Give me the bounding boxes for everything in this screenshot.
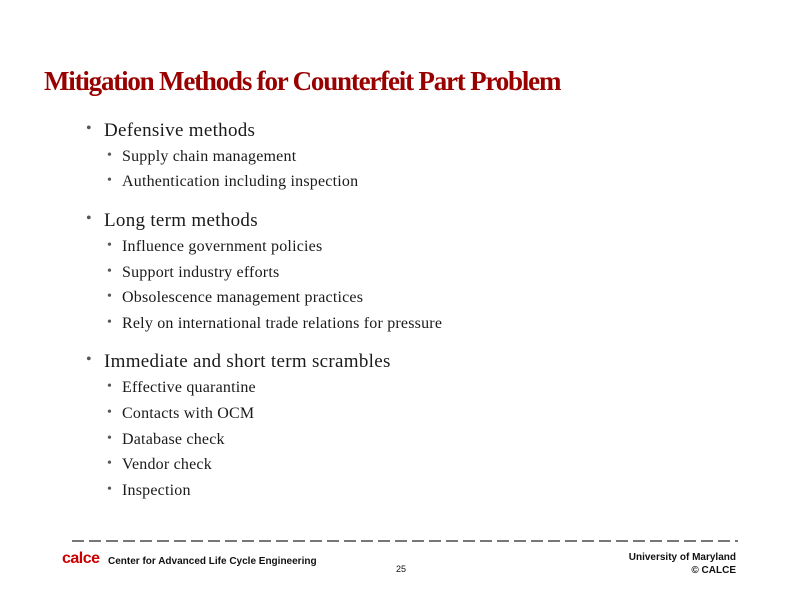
bullet-icon: • [107, 238, 113, 253]
bullet-heading-defensive [86, 120, 256, 142]
bullet-icon: • [107, 379, 113, 394]
bullet-text: Rely on international trade relations for pressure [122, 315, 443, 332]
sub-bullet [107, 148, 297, 166]
slide-title: Mitigation Methods for Counterfeit Part Problem [44, 66, 561, 96]
bullet-heading-long-term [86, 210, 258, 232]
bullet-heading-immediate [86, 351, 391, 373]
sub-bullet [107, 431, 225, 449]
bullet-icon: • [107, 405, 113, 420]
bullet-icon: • [86, 120, 92, 137]
sub-bullet [107, 456, 212, 474]
bullet-text: Contacts with OCM [122, 405, 255, 422]
bullet-icon: • [107, 431, 113, 446]
bullet-icon: • [86, 210, 92, 227]
bullet-icon: • [86, 351, 92, 368]
bullet-text: Support industry efforts [122, 264, 280, 281]
sub-bullet [107, 482, 191, 500]
sub-bullet [107, 315, 443, 333]
bullet-text: Database check [122, 431, 225, 448]
bullet-text: Influence government policies [122, 238, 323, 255]
bullet-text: Effective quarantine [122, 379, 256, 396]
footer-university-block [629, 551, 736, 577]
copyright: © CALCE [691, 565, 736, 576]
bullet-icon: • [107, 264, 113, 279]
sub-bullet [107, 379, 256, 397]
bullet-icon: • [107, 289, 113, 304]
bullet-text: Defensive methods [104, 120, 256, 141]
bullet-text: Immediate and short term scrambles [104, 351, 391, 372]
bullet-icon: • [107, 173, 113, 188]
bullet-text: Vendor check [122, 456, 212, 473]
bullet-icon: • [107, 456, 113, 471]
sub-bullet [107, 264, 280, 282]
sub-bullet [107, 238, 323, 256]
bullet-icon: • [107, 482, 113, 497]
university-name: University of Maryland [628, 552, 736, 563]
calce-logo: calce [62, 550, 100, 567]
bullet-text: Supply chain management [122, 148, 297, 165]
footer-divider [72, 540, 738, 542]
bullet-text: Obsolescence management practices [122, 289, 364, 306]
bullet-icon: • [107, 315, 113, 330]
bullet-text: Authentication including inspection [122, 173, 359, 190]
sub-bullet [107, 405, 255, 423]
page-number: 25 [396, 564, 407, 574]
sub-bullet [107, 173, 359, 191]
bullet-text: Inspection [122, 482, 191, 499]
footer-center-name: Center for Advanced Life Cycle Engineering [108, 556, 317, 567]
bullet-icon: • [107, 148, 113, 163]
bullet-text: Long term methods [104, 210, 258, 231]
sub-bullet [107, 289, 364, 307]
